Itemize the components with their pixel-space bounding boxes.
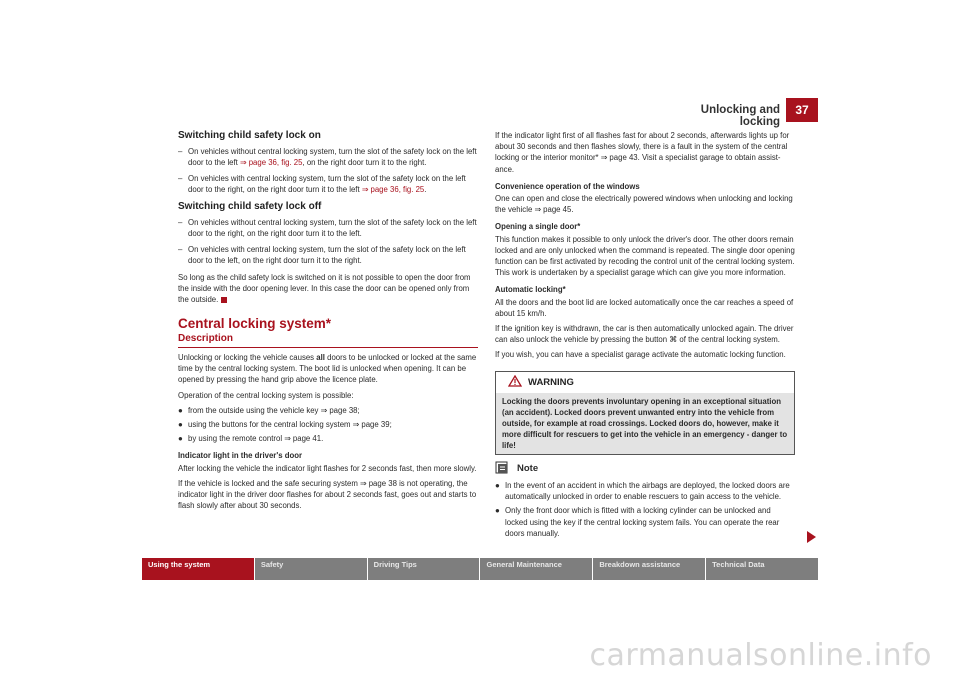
dash-icon: – [178, 244, 183, 254]
indicator-paragraph: After locking the vehicle the indicator light flashes for 2 seconds fast, then more slowly. [178, 463, 477, 473]
tab-driving-tips[interactable]: Driving Tips [368, 558, 480, 580]
warning-box [495, 371, 795, 455]
right-column [495, 130, 795, 542]
child-lock-on-step [178, 146, 478, 168]
step-text: On vehicles with central locking system, turn the slot of the safety lock on the left door to the left, on the right door turn it to the right. [188, 244, 466, 265]
dash-icon: – [178, 218, 183, 228]
single-door-paragraph: This function makes it possible to only unlock the driver's door. The other doors remain locked and are only unlocked when the command is repeated. The single door opening function can be first activated by recoding the control unit of the central locking system. This work is undertaken by a specialist garage which can give you more information. [495, 234, 795, 278]
auto-locking-heading: Automatic locking* [495, 285, 566, 295]
operation-bullet [178, 433, 478, 444]
bullet-icon: ● [495, 506, 500, 516]
description-paragraph [178, 352, 478, 386]
warning-header [496, 372, 794, 393]
page-link[interactable]: ⇒ page 36, fig. 25 [361, 184, 425, 194]
next-page-arrow-icon[interactable] [807, 531, 816, 543]
child-lock-off-heading: Switching child safety lock off [178, 201, 322, 213]
indicator-paragraph: If the vehicle is locked and the safe securing system ⇒ page 38 is not operating, the indicator light in the driver door flashes for about 2 seconds fast, goes out and starts to flash slowly after about 30 seconds. [178, 478, 477, 511]
indicator-heading: Indicator light in the driver's door [178, 451, 303, 461]
child-lock-paragraph [178, 272, 478, 306]
tab-breakdown-assistance[interactable]: Breakdown assistance [593, 558, 705, 580]
child-lock-off-step [178, 217, 478, 239]
section-end-icon [221, 297, 227, 303]
auto-activate-paragraph: If you wish, you can have a specialist garage activate the automatic locking function. [495, 350, 786, 360]
unlock-button-icon: ⌘ [669, 335, 678, 345]
bullet-text: Only the front door which is fitted with a locking cylinder can be unlocked and locked using the key if the central locking system fails. You can operate the rear doors manually. [505, 506, 780, 538]
tab-safety[interactable]: Safety [255, 558, 367, 580]
page-link[interactable]: ⇒ page 36, fig. 25 [240, 158, 303, 168]
intro-text: Unlocking or locking the vehicle causes [178, 353, 317, 363]
tab-using-the-system[interactable]: Using the system [142, 558, 254, 580]
warning-text: Locking the doors prevents involuntary opening in an exceptional situation (an accident). Locked doors prevent unwanted entry into the vehicle from outside, for example at road crossings. Locked doors do, however, make it more difficult for rescuers to get into the vehicle in an emergency - danger to life! [496, 393, 794, 454]
step-text-end: , on the right door turn it to the right. [302, 158, 427, 168]
paragraph-text-end: of the central locking system. [677, 335, 780, 345]
page-number: 37 [786, 98, 818, 122]
step-text: On vehicles without central locking system, turn the slot of the safety lock on the left door to the left [188, 147, 477, 168]
intro-text-end: doors to be unlocked or locked at the same time by the central locking system. The boot lid is unlocked when opening. It can be opened by pressing the hand grip above the licence plate. [178, 353, 477, 385]
watermark: carmanualsonline.info [589, 638, 932, 673]
tab-technical-data[interactable]: Technical Data [706, 558, 818, 580]
note-header [495, 461, 795, 477]
left-column [178, 130, 478, 515]
windows-heading: Convenience operation of the windows [495, 181, 640, 191]
bullet-icon: ● [495, 481, 500, 491]
central-locking-heading: Central locking system* [178, 315, 332, 331]
chapter-navbar [142, 558, 818, 580]
operation-bullet [178, 419, 478, 430]
child-lock-off-step [178, 244, 478, 266]
child-lock-on-step [178, 173, 478, 195]
dash-icon: – [178, 173, 183, 183]
note-bullet [495, 505, 795, 539]
auto-unlock-paragraph [495, 323, 795, 345]
dash-icon: – [178, 147, 183, 157]
bullet-icon: ● [178, 420, 183, 430]
section-title: Unlocking and locking [700, 104, 780, 128]
note-title: Note [517, 463, 539, 475]
step-text: On vehicles without central locking system, turn the slot of the safety lock on the left door to the right, on the right door turn it to the left. [188, 218, 477, 239]
bullet-text: using the buttons for the central locking system ⇒ page 39; [188, 420, 392, 430]
fault-paragraph: If the indicator light first of all flashes fast for about 2 seconds, afterwards lights up for about 30 seconds and then flashes slowly, there is a fault in the system of the central locking or the interior monitor* ⇒ page 43. Visit a specialist garage to obtain assist-ance. [495, 131, 790, 174]
bullet-icon: ● [178, 434, 183, 444]
description-heading: Description [178, 333, 478, 348]
bullet-text: In the event of an accident in which the airbags are deployed, the locked doors are automatically unlocked in order to enable rescuers to gain access to the vehicle. [505, 481, 790, 502]
intro-bold: all [316, 353, 325, 363]
note-bullet [495, 480, 795, 502]
paragraph-text: If the ignition key is withdrawn, the car is then automatically unlocked again. The driver can also unlock the vehicle by pressing the button [495, 324, 794, 345]
operation-intro: Operation of the central locking system is possible: [178, 390, 354, 400]
warning-title: WARNING [528, 376, 574, 388]
bullet-text: by using the remote control ⇒ page 41. [188, 434, 324, 444]
step-text: On vehicles with central locking system, turn the slot of the safety lock on the left door to the right, on the right door turn it to the left [188, 173, 466, 194]
bullet-icon: ● [178, 405, 183, 415]
windows-paragraph: One can open and close the electrically powered windows when unlocking and locking the vehicle ⇒ page 45. [495, 194, 793, 215]
tab-general-maintenance[interactable]: General Maintenance [480, 558, 592, 580]
child-lock-on-heading: Switching child safety lock on [178, 130, 321, 141]
paragraph-text: So long as the child safety lock is switched on it is not possible to open the door from the inside with the door opening lever. In this case the door can be opened only from the outside. [178, 273, 471, 305]
note-icon [495, 461, 509, 477]
single-door-heading: Opening a single door* [495, 222, 581, 232]
step-text-end: . [424, 184, 427, 194]
auto-locking-paragraph: All the doors and the boot lid are locked automatically once the car reaches a speed of about 15 km/h. [495, 297, 794, 318]
operation-bullet [178, 405, 478, 416]
warning-icon [508, 375, 522, 390]
bullet-text: from the outside using the vehicle key ⇒ page 38; [188, 405, 360, 415]
